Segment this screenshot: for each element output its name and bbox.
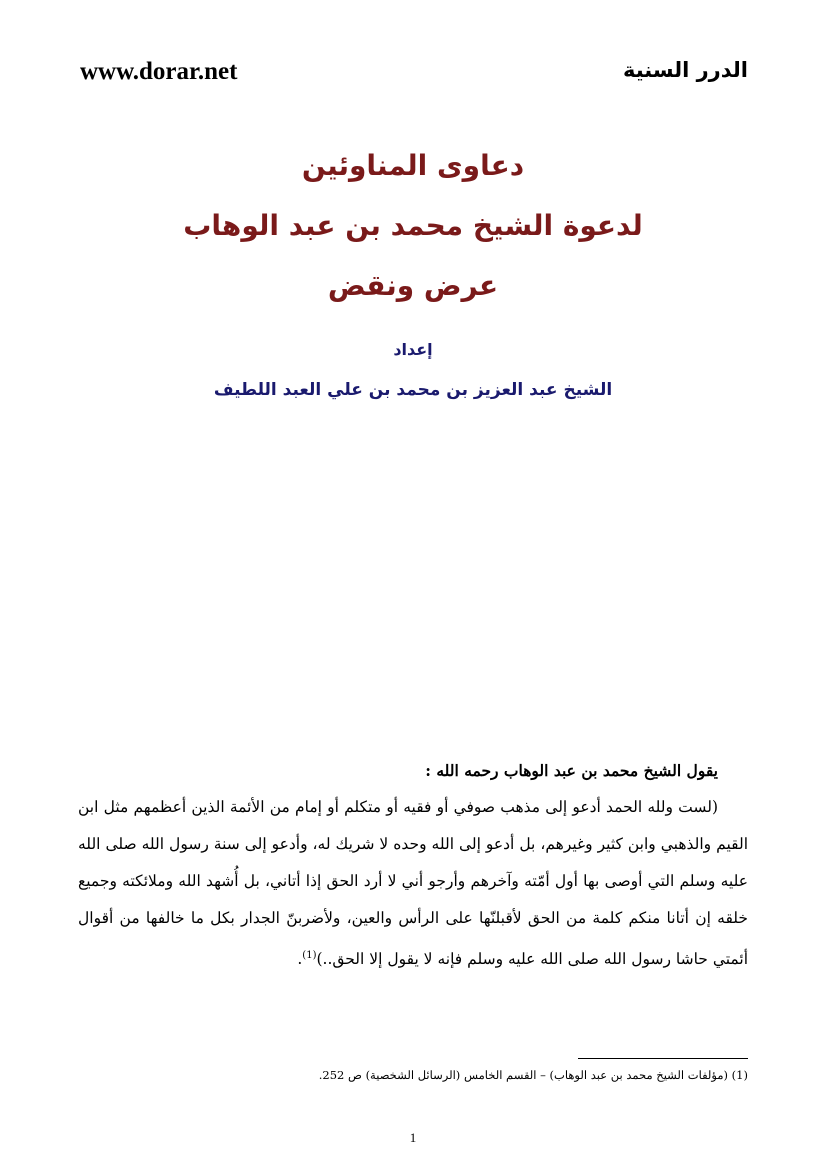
site-brand: الدرر السنية [622, 58, 748, 82]
site-url: www.dorar.net [80, 58, 238, 85]
footnote: (1) (مؤلفات الشيخ محمد بن عبد الوهاب) – القسم الخامس (الرسائل الشخصية) ص 252. [318, 1068, 748, 1082]
title-line-2: لدعوة الشيخ محمد بن عبد الوهاب [183, 209, 643, 242]
prepared-by-label: إعداد [393, 340, 433, 359]
quote-text: (لست ولله الحمد أدعو إلى مذهب صوفي أو فقيه أو متكلم أو إمام من الأئمة الذين أعظمهم مثل ابن القيم والذهبي وابن كثير وغيرهم، بل أدعو إلى الله وحده لا شريك له، وأدعو إلى سنة رسول الله صلى الله عليه وسلم التي أوصى بها أول أمّته وآخرهم وأرجو أني لا أرد الحق إذا أتاني، بل أُشهد الله وملائكته وجميع خلقه إن أتانا منكم كلمة من الحق لأقبلنّها على الرأس والعين، ولأضربنّ الجدار بكل ما خالفها من أقوال أئمتي حاشا رسول الله صلى الله عليه وسلم فإنه لا يقول إلا الحق..) [78, 798, 748, 969]
body-text [78, 752, 748, 978]
page-number: 1 [409, 1130, 417, 1145]
document-title [0, 136, 826, 316]
intro-line: يقول الشيخ محمد بن عبد الوهاب رحمه الله : [425, 761, 718, 780]
title-line-3: عرض ونقض [327, 269, 499, 302]
title-line-1: دعاوى المناوئين [301, 149, 525, 182]
quote-paragraph [78, 789, 748, 978]
footnote-divider [578, 1058, 748, 1059]
footnote-reference[interactable]: (1) [302, 950, 317, 961]
author-name: الشيخ عبد العزيز بن محمد بن علي العبد اللطيف [213, 380, 613, 400]
quote-end: . [297, 950, 303, 969]
